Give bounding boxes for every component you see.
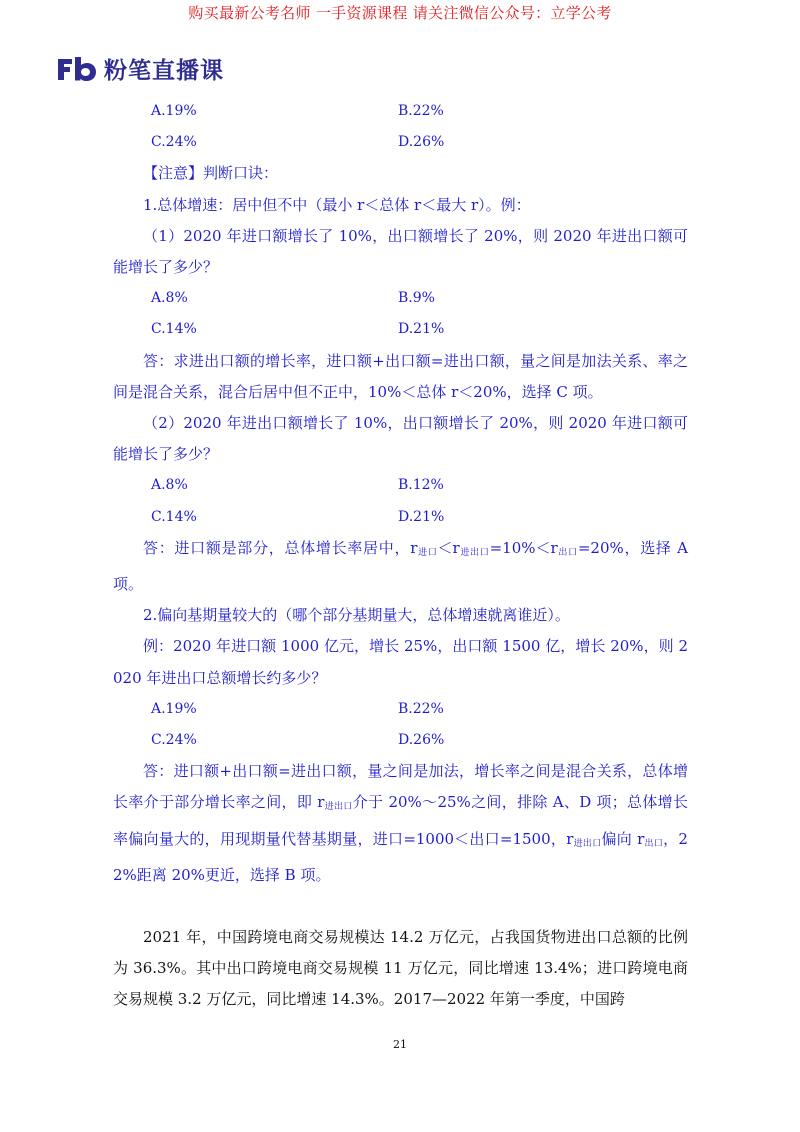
subscript: 出口	[557, 547, 578, 558]
example-2-question: （2）2020 年进出口额增长了 10%，出口额增长了 20%，则 2020 年进口额可能增长了多少？	[113, 414, 688, 464]
subscript: 进出口	[573, 838, 602, 849]
option-a: A.8%	[151, 477, 188, 494]
option-c: C.24%	[151, 732, 197, 749]
option-b: B.9%	[398, 290, 435, 307]
page-content	[113, 96, 688, 1016]
subscript: 进出口	[459, 547, 490, 558]
options-q0	[113, 96, 688, 158]
example-1-question: （1）2020 年进口额增长了 10%，出口额增长了 20%，则 2020 年进出口额可能增长了多少？	[113, 226, 688, 277]
option-c: C.14%	[151, 321, 197, 338]
subscript: 进出口	[324, 802, 353, 813]
material-paragraph: 2021 年，中国跨境电商交易规模达 14.2 万亿元，占我国货物进出口总额的比例为 36.3%。其中出口跨境电商交易规模 11 万亿元，同比增速 13.4%；进口跨境电商交易规模 3.2 万亿元，同比增速 14.3%。2017—2022 年第一季度，中国跨	[113, 928, 688, 1009]
option-c: C.14%	[151, 508, 197, 525]
rule-2: 2.偏向基期量较大的（哪个部分基期量大，总体增速就离谁近）。	[143, 606, 570, 625]
option-b: B.22%	[398, 700, 444, 717]
options-ex1	[113, 283, 688, 345]
subscript: 出口	[644, 838, 664, 849]
option-b: B.12%	[398, 477, 444, 494]
example-3-answer: 答：进口额+出口额=进出口额，量之间是加法，增长率之间是混合关系，总体增长率介于部分增长率之间，即 $r_{进出口}$介于 20%～25%之间，排除 A、D 项；总体增长率偏向量大的，用现期量代替基期量，进口=1000＜出口=1500，$r_{进出口}$偏向 $r_{出口}$，22%距离 20%更近，选择 B 项。	[113, 762, 688, 884]
brand-logo	[56, 52, 224, 85]
option-a: A.19%	[151, 103, 197, 119]
example-2-answer: 答：进口额是部分，总体增长率居中，$r_{进口}<r_{进出口}=10\%<r_{出口}=20\%$，选择 A 项。	[113, 538, 688, 594]
option-d: D.21%	[398, 321, 445, 338]
subscript: 进口	[417, 547, 438, 558]
option-a: A.19%	[151, 700, 197, 717]
spacer	[113, 891, 688, 922]
option-d: D.26%	[398, 732, 445, 749]
note-title: 【注意】判断口诀：	[143, 164, 279, 183]
promo-banner: 购买最新公考名师 一手资源课程 请关注微信公众号：立学公考	[188, 4, 612, 22]
option-b: B.22%	[398, 103, 444, 119]
page-number: 21	[393, 1038, 407, 1051]
option-a: A.8%	[151, 290, 188, 307]
rule-1: 1.总体增速：居中但不中（最小 r＜总体 r＜最大 r）。例：	[143, 195, 531, 214]
brand-name: 粉笔直播课	[104, 58, 224, 84]
example-1-answer: 答：求进出口额的增长率，进口额+出口额=进出口额，量之间是加法关系、率之间是混合关系，混合后居中但不正中，10%＜总体 r＜20%，选择 C 项。	[113, 351, 688, 401]
option-d: D.26%	[398, 134, 445, 151]
options-ex3	[113, 694, 688, 756]
fb-logo-icon	[56, 55, 98, 83]
option-d: D.21%	[398, 508, 445, 525]
option-c: C.24%	[151, 134, 197, 151]
options-ex2	[113, 470, 688, 532]
example-3-question: 例：2020 年进口额 1000 亿元，增长 25%，出口额 1500 亿，增长 20%，则 2020 年进出口总额增长约多少？	[113, 637, 688, 687]
